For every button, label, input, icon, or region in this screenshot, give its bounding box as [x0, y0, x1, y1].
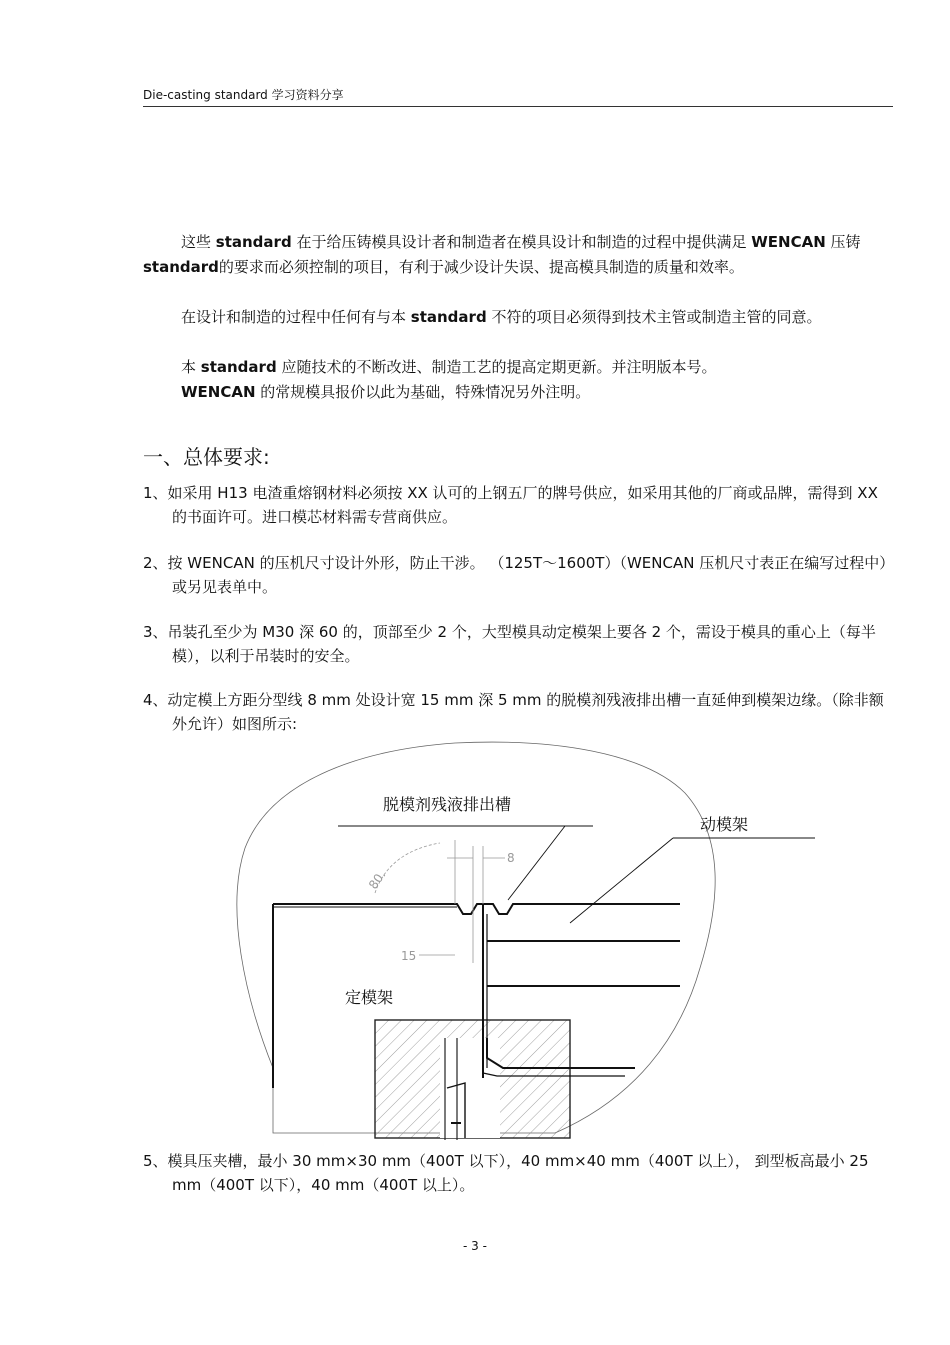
requirement-item-1: 1、如采用 H13 电渣重熔钢材料必须按 XX 认可的上钢五厂的牌号供应，如采用其他的厂商或品牌，需得到 XX 的书面许可。进口模芯材料需专营商供应。 [143, 484, 878, 526]
moving-frame-leader [570, 838, 673, 923]
intro-paragraph-4: WENCAN 的常规模具报价以此为基础，特殊情况另外注明。 [181, 383, 591, 401]
requirement-item-2: 2、按 WENCAN 的压机尺寸设计外形，防止干涉。 （125T～1600T）（WENCAN 压机尺寸表正在编写过程中）或另见表单中。 [143, 554, 887, 596]
intro-paragraph-1: 这些 standard 在于给压铸模具设计者和制造者在模具设计和制造的过程中提供满足 WENCAN 压铸 standard的要求而必须控制的项目，有利于减少设计失误、提高模具制造的质量和效率。 [143, 233, 861, 276]
groove-label: 脱模剂残液排出槽 [383, 795, 512, 814]
section-title: 一、总体要求: [143, 445, 270, 469]
groove-diagram [225, 738, 749, 1143]
page-header: Die-casting standard 学习资料分享 [143, 88, 344, 102]
requirement-item-4: 4、动定模上方距分型线 8 mm 处设计宽 15 mm 深 5 mm 的脱模剂残液排出槽一直延伸到模架边缘。（除非额外允许）如图所示: [143, 691, 884, 733]
dimension-8-label: 8 [507, 851, 515, 865]
header-rule [143, 106, 893, 107]
page-number: - 3 - [463, 1239, 487, 1253]
requirement-item-5: 5、模具压夹槽，最小 30 mm×30 mm（400T 以下），40 mm×40 mm（400T 以上）， 到型板高最小 25 mm（400T 以下），40 mm（400T 以上）。 [143, 1152, 869, 1194]
fixed-frame-label: 定模架 [345, 988, 394, 1007]
intro-paragraph-2: 在设计和制造的过程中任何有与本 standard 不符的项目必须得到技术主管或制造主管的同意。 [181, 308, 822, 326]
intro-paragraph-3: 本 standard 应随技术的不断改进、制造工艺的提高定期更新。并注明版本号。 [181, 358, 717, 376]
angle-dimension-label: 80. [365, 868, 389, 892]
groove-leader [508, 826, 565, 900]
angle-dimension-arc [375, 843, 440, 893]
moving-frame-label: 动模架 [700, 815, 749, 834]
dimension-15-label: 15 [401, 949, 417, 963]
requirement-item-3: 3、吊装孔至少为 M30 深 60 的，顶部至少 2 个，大型模具动定模架上要各 2 个，需设于模具的重心上（每半模），以利于吊装时的安全。 [143, 623, 876, 665]
